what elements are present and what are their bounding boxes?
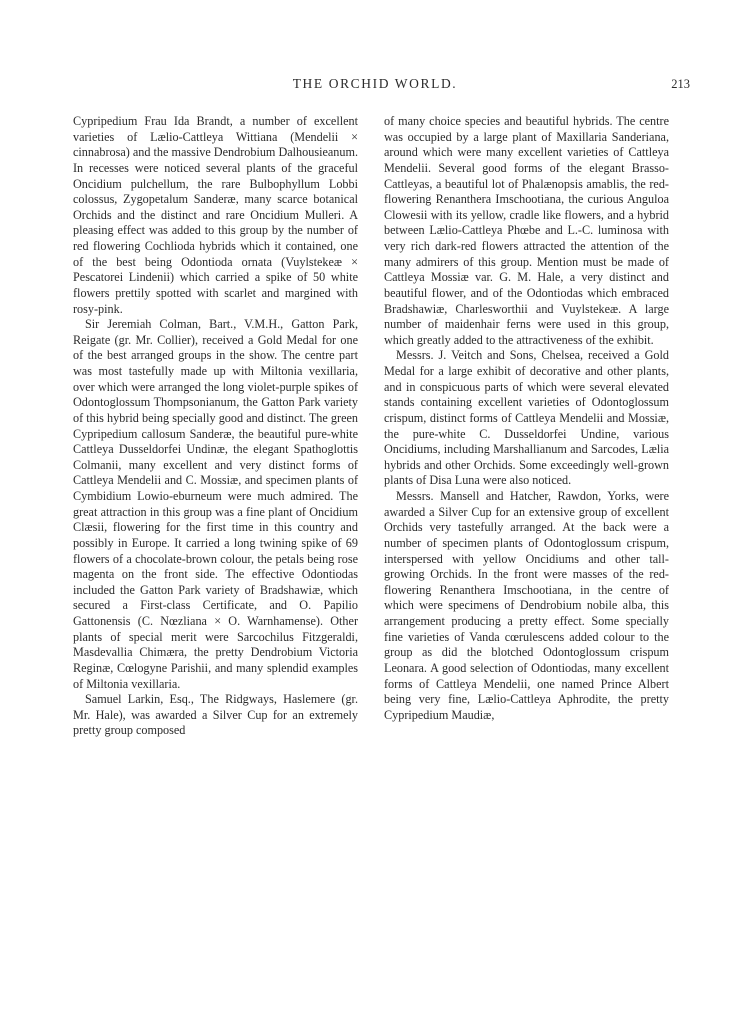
paragraph: Samuel Larkin, Esq., The Ridgways, Haslemere (gr. Mr. Hale), was awarded a Silver Cup for an extremely pretty group composed	[73, 692, 358, 738]
running-title: THE ORCHID WORLD.	[292, 76, 458, 91]
paragraph: Messrs. Mansell and Hatcher, Rawdon, Yorks, were awarded a Silver Cup for an extensive group of excellent Orchids very tastefully arranged. At the back were a number of specimen plants of Odontoglossum crispum, interspersed with yellow Oncidiums and other tall-growing Orchids. In the front were masses of the red-flowering Renanthera Imschootiana, in the centre of which were specimens of Dendrobium nobile alba, this arrangement producing a pretty effect. Some specially fine varieties of Vanda cœrulescens added colour to the group as did the blotched Odontoglossum crispum Leonara. A good selection of Odontiodas, many excellent forms of Cattleya Mendelii, one named Prince Albert being very fine, Lælio-Cattleya Aphrodite, the pretty Cypripedium Maudiæ,	[384, 489, 669, 722]
paragraph: Sir Jeremiah Colman, Bart., V.M.H., Gatton Park, Reigate (gr. Mr. Collier), received a Gold Medal for one of the best arranged groups in the show. The centre part was most tastefully made up with Miltonia vexillaria, over which were arranged the long violet-purple spikes of Odontoglossum Thompsonianum, the Gatton Park variety of this hybrid being specially good and distinct. The green Cypripedium callosum Sanderæ, the beautiful pure-white Cattleya Dusseldorfei Undinæ, the elegant Spathoglottis Colmanii, many excellent and very distinct forms of Cattleya Mendelii and C. Mossiæ, and specimen plants of Cymbidium Lowio-eburneum were much admired. The great attraction in this group was a fine plant of Oncidium Clæsii, flowering for the first time in this country and possibly in Europe. It carried a long twining spike of 69 flowers of a chocolate-brown colour, the petals being rose magenta on the front side. The effective Odontiodas included the Gatton Park variety of Bradshawiæ, which secured a First-class Certificate, and O. Papilio Gattonensis (C. Nœzliana × O. Warnhamense). Other plants of special merit were Sarcochilus Fitzgeraldi, Masdevallia Chimæra, the pretty Dendrobium Victoria Reginæ, Cœlogyne Parishii, and many splendid examples of Miltonia vexillaria.	[73, 317, 358, 691]
paragraph: of many choice species and beautiful hybrids. The centre was occupied by a large plant of Maxillaria Sanderiana, around which were many excellent varieties of Cattleya Mendelii. Several good forms of the elegant Brasso-Cattleyas, a beautiful lot of Phalænopsis amablis, the red-flowering Renanthera Imschootiana, the curious Anguloa Clowesii with its yellow, cradle like flowers, and a hybrid between Lælio-Cattleya Phœbe and L.-C. luminosa with very rich dark-red flowers attracted the attention of the many admirers of this group. Mention must be made of Cattleya Mossiæ var. G. M. Hale, a very distinct and beautiful flower, and of the Odontiodas which embraced Bradshawiæ, Charlesworthii and Vuylstekeæ. A large number of maidenhair ferns were used in this group, which greatly added to the attractiveness of the exhibit.	[384, 114, 669, 347]
paragraph: Messrs. J. Veitch and Sons, Chelsea, received a Gold Medal for a large exhibit of decorative and other plants, and in conspicuous parts of which were several elevated stands containing excellent varieties of Odontoglossum crispum, distinct forms of Cattleya Mendelii and Mossiæ, the pure-white C. Dusseldorfei Undine, various Oncidiums, including Marshallianum and Sarcodes, Lælia hybrids and other Orchids. Some exceedingly well-grown plants of Disa Luna were also noticed.	[384, 348, 669, 488]
page-number: 213	[671, 77, 690, 91]
left-column	[73, 114, 358, 739]
right-column	[384, 114, 669, 723]
running-head	[0, 76, 750, 96]
paragraph: Cypripedium Frau Ida Brandt, a number of excellent varieties of Lælio-Cattleya Wittiana (Mendelii × cinnabrosa) and the massive Dendrobium Dalhousieanum. In recesses were noticed several plants of the graceful Oncidium pulchellum, the rare Bulbophyllum Lobbi colossus, Zygopetalum Sanderæ, many scarce botanical Orchids and the distinct and rare Oncidium Mulleri. A pleasing effect was added to this group by the number of red flowering Cochlioda hybrids which it contained, one of the best being Odontioda ornata (Vuylstekeæ × Pescatorei Lindenii) which carried a spike of 50 white flowers prettily spotted with scarlet and margined with rosy-pink.	[73, 114, 358, 316]
